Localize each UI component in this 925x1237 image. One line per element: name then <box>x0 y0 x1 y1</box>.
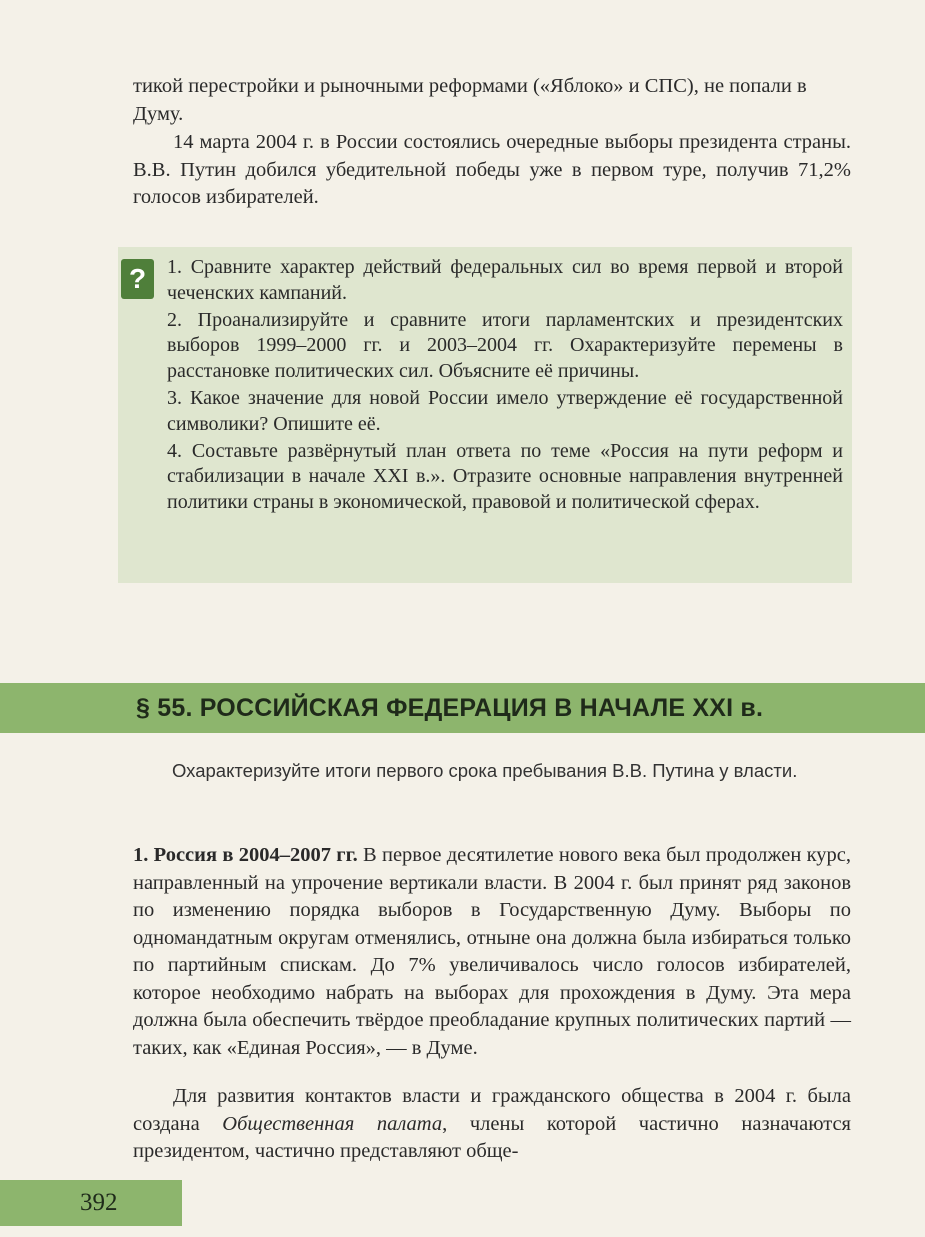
subsection-heading: 1. Россия в 2004–2007 гг. <box>133 844 358 866</box>
page-number-tab <box>0 1180 182 1226</box>
paragraph-continued: тикой перестройки и рыночными реформами («Яблоко» и СПС), не попали в Думу. <box>133 75 807 125</box>
paragraph-public-chamber <box>133 1083 851 1166</box>
question-item: 2. Проанализируйте и сравните итоги парламентских и президентских выборов 1999–2000 гг. и 2003–2004 гг. Охарактеризуйте перемены в расстановке политических сил. Объясните её причины. <box>167 308 843 383</box>
paragraph-text: , члены которой частично назначаются президентом, частично представляют обще- <box>133 1112 851 1162</box>
paragraph-elections-2004: 14 марта 2004 г. в России состоялись очередные выборы президента страны. В.В. Путин добился убедительной победы уже в первом туре, получив 71,2% голосов избирателей. <box>133 131 851 208</box>
question-item: 4. Составьте развёрнутый план ответа по теме «Россия на пути реформ и стабилизации в начале XXI в.». Отразите основные направления внутренней политики страны в экономической, правовой и политической сферах. <box>167 439 843 514</box>
question-item: 3. Какое значение для новой России имело утверждение её государственной символики? Опишите её. <box>167 386 843 435</box>
paragraph-text: В первое десятилетие нового века был продолжен курс, направленный на упрочение вертикали власти. В 2004 г. был принят ряд законов по изменению порядка выборов в Государственную Думу. Выборы по одномандатным округам отменялись, отныне она должна была избираться только по партийным спискам. До 7% увеличивалось число голосов избирателей, которое необходимо набрать на выборах для прохождения в Думу. Эта мера должна была обеспечить твёрдое преобладание крупных политических партий — таких, как «Единая Россия», — в Думе. <box>133 844 851 1059</box>
term-public-chamber: Общественная палата <box>222 1112 443 1135</box>
section-title: § 55. РОССИЙСКАЯ ФЕДЕРАЦИЯ В НАЧАЛЕ XXI в. <box>136 694 764 722</box>
section-intro-question: Охарактеризуйте итоги первого срока пребывания В.В. Путина у власти. <box>172 760 798 781</box>
paragraph-text: Для развития контактов власти и гражданского общества в 2004 г. была создана <box>133 1085 851 1135</box>
page-number: 392 <box>80 1189 118 1216</box>
question-item: 1. Сравните характер действий федеральных сил во время первой и второй чеченских кампаний. <box>167 256 843 304</box>
paragraph-russia-2004-2007 <box>133 842 851 1062</box>
question-icon: ? <box>121 259 154 299</box>
questions-list <box>167 255 843 517</box>
